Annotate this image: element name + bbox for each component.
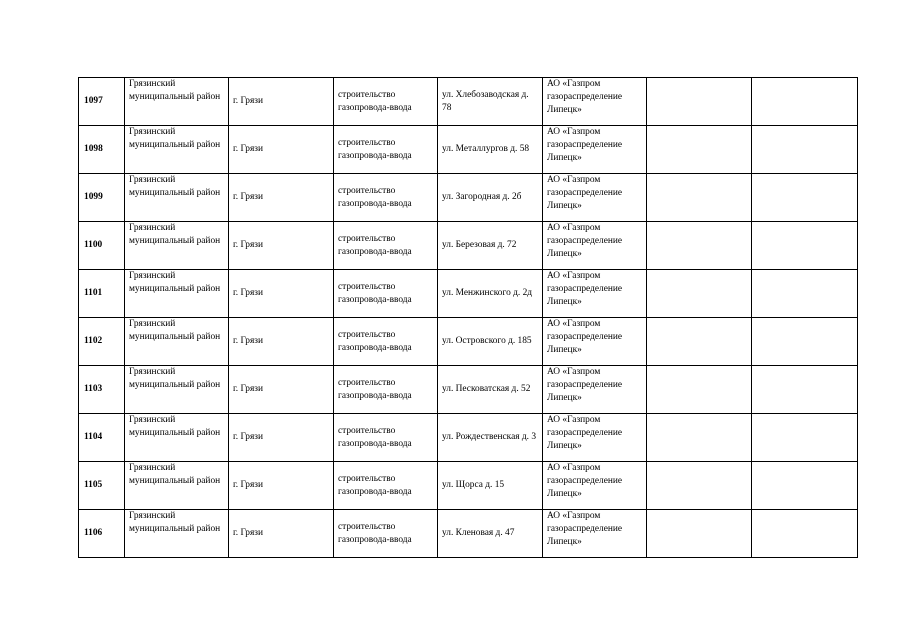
row-number: 1105 xyxy=(79,462,125,510)
organization-cell: АО «Газпром газораспределение Липецк» xyxy=(543,318,647,366)
empty-cell xyxy=(647,270,752,318)
address-cell: ул. Кленовая д. 47 xyxy=(438,510,543,558)
work-type-cell: строительство газопровода-ввода xyxy=(334,318,438,366)
work-type-cell: строительство газопровода-ввода xyxy=(334,78,438,126)
organization-cell: АО «Газпром газораспределение Липецк» xyxy=(543,78,647,126)
organization-cell: АО «Газпром газораспределение Липецк» xyxy=(543,174,647,222)
address-cell: ул. Березовая д. 72 xyxy=(438,222,543,270)
table-row xyxy=(79,270,858,318)
work-type-cell: строительство газопровода-ввода xyxy=(334,462,438,510)
district-cell: Грязинский муниципальный район xyxy=(125,78,229,126)
empty-cell xyxy=(647,366,752,414)
city-cell: г. Грязи xyxy=(229,270,334,318)
table-row xyxy=(79,462,858,510)
table-row xyxy=(79,414,858,462)
address-cell: ул. Островского д. 185 xyxy=(438,318,543,366)
row-number: 1099 xyxy=(79,174,125,222)
district-cell: Грязинский муниципальный район xyxy=(125,462,229,510)
district-cell: Грязинский муниципальный район xyxy=(125,510,229,558)
district-cell: Грязинский муниципальный район xyxy=(125,318,229,366)
empty-cell xyxy=(752,270,858,318)
row-number: 1097 xyxy=(79,78,125,126)
work-type-cell: строительство газопровода-ввода xyxy=(334,414,438,462)
empty-cell xyxy=(647,510,752,558)
organization-cell: АО «Газпром газораспределение Липецк» xyxy=(543,414,647,462)
table-row xyxy=(79,510,858,558)
row-number: 1102 xyxy=(79,318,125,366)
table-row xyxy=(79,78,858,126)
table-row xyxy=(79,366,858,414)
city-cell: г. Грязи xyxy=(229,366,334,414)
empty-cell xyxy=(752,126,858,174)
table-row xyxy=(79,318,858,366)
city-cell: г. Грязи xyxy=(229,78,334,126)
row-number: 1100 xyxy=(79,222,125,270)
address-cell: ул. Металлургов д. 58 xyxy=(438,126,543,174)
empty-cell xyxy=(647,78,752,126)
empty-cell xyxy=(752,510,858,558)
row-number: 1106 xyxy=(79,510,125,558)
city-cell: г. Грязи xyxy=(229,222,334,270)
empty-cell xyxy=(647,318,752,366)
organization-cell: АО «Газпром газораспределение Липецк» xyxy=(543,510,647,558)
address-cell: ул. Щорса д. 15 xyxy=(438,462,543,510)
organization-cell: АО «Газпром газораспределение Липецк» xyxy=(543,126,647,174)
table-row xyxy=(79,174,858,222)
empty-cell xyxy=(647,222,752,270)
empty-cell xyxy=(752,366,858,414)
empty-cell xyxy=(752,222,858,270)
city-cell: г. Грязи xyxy=(229,126,334,174)
table-row xyxy=(79,126,858,174)
work-type-cell: строительство газопровода-ввода xyxy=(334,366,438,414)
district-cell: Грязинский муниципальный район xyxy=(125,174,229,222)
address-cell: ул. Менжинского д. 2д xyxy=(438,270,543,318)
address-cell: ул. Загородная д. 2б xyxy=(438,174,543,222)
empty-cell xyxy=(752,414,858,462)
organization-cell: АО «Газпром газораспределение Липецк» xyxy=(543,462,647,510)
organization-cell: АО «Газпром газораспределение Липецк» xyxy=(543,366,647,414)
row-number: 1103 xyxy=(79,366,125,414)
district-cell: Грязинский муниципальный район xyxy=(125,270,229,318)
city-cell: г. Грязи xyxy=(229,462,334,510)
city-cell: г. Грязи xyxy=(229,510,334,558)
organization-cell: АО «Газпром газораспределение Липецк» xyxy=(543,222,647,270)
address-cell: ул. Песковатская д. 52 xyxy=(438,366,543,414)
work-type-cell: строительство газопровода-ввода xyxy=(334,174,438,222)
empty-cell xyxy=(752,462,858,510)
empty-cell xyxy=(752,318,858,366)
work-type-cell: строительство газопровода-ввода xyxy=(334,126,438,174)
work-type-cell: строительство газопровода-ввода xyxy=(334,270,438,318)
district-cell: Грязинский муниципальный район xyxy=(125,126,229,174)
row-number: 1104 xyxy=(79,414,125,462)
empty-cell xyxy=(752,78,858,126)
address-cell: ул. Хлебозаводская д. 78 xyxy=(438,78,543,126)
city-cell: г. Грязи xyxy=(229,318,334,366)
registry-table xyxy=(78,77,858,558)
empty-cell xyxy=(647,414,752,462)
row-number: 1101 xyxy=(79,270,125,318)
empty-cell xyxy=(752,174,858,222)
organization-cell: АО «Газпром газораспределение Липецк» xyxy=(543,270,647,318)
work-type-cell: строительство газопровода-ввода xyxy=(334,222,438,270)
empty-cell xyxy=(647,174,752,222)
table-row xyxy=(79,222,858,270)
city-cell: г. Грязи xyxy=(229,174,334,222)
empty-cell xyxy=(647,462,752,510)
city-cell: г. Грязи xyxy=(229,414,334,462)
empty-cell xyxy=(647,126,752,174)
district-cell: Грязинский муниципальный район xyxy=(125,414,229,462)
work-type-cell: строительство газопровода-ввода xyxy=(334,510,438,558)
address-cell: ул. Рождественская д. 3 xyxy=(438,414,543,462)
row-number: 1098 xyxy=(79,126,125,174)
district-cell: Грязинский муниципальный район xyxy=(125,366,229,414)
district-cell: Грязинский муниципальный район xyxy=(125,222,229,270)
